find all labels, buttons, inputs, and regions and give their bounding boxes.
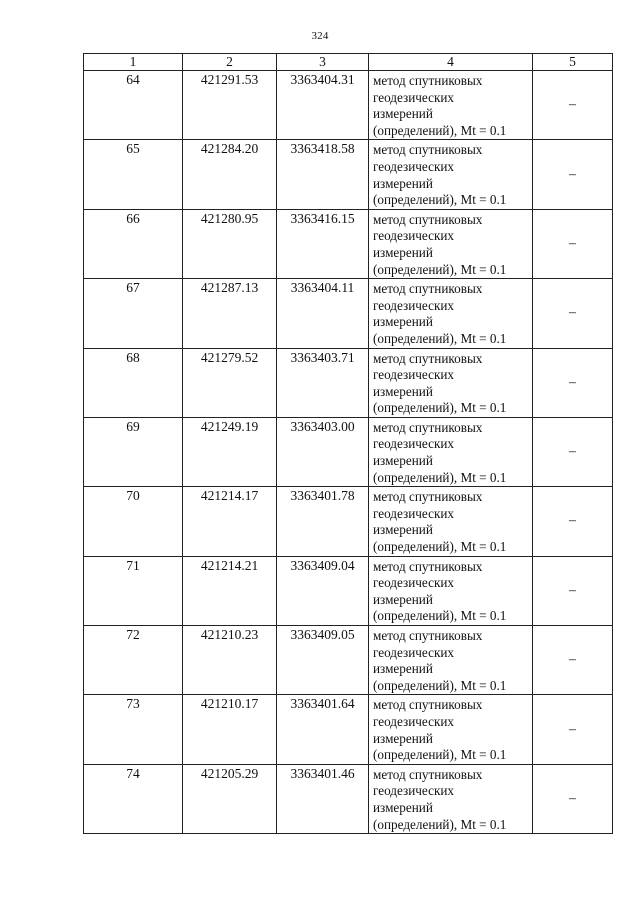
method-text-line: метод спутниковых	[373, 350, 483, 366]
method-text-line: геодезических	[373, 575, 455, 591]
method-text-line: измерений	[373, 591, 433, 607]
point-number-cell: 66	[84, 209, 183, 278]
y-coordinate-cell: 3363401.78	[277, 487, 369, 556]
method-text-line: метод спутниковых	[373, 628, 483, 643]
method-text-line: (определений), Mt = 0.1	[373, 400, 507, 416]
column-header-4: 4	[369, 54, 533, 71]
method-cell	[369, 417, 533, 486]
point-number-cell: 70	[84, 487, 183, 556]
y-coordinate-cell: 3363403.71	[277, 348, 369, 417]
table-row	[84, 764, 613, 833]
method-text-line: метод спутниковых	[373, 489, 483, 505]
table-row	[84, 71, 613, 140]
method-cell	[369, 764, 533, 833]
column-header-1: 1	[84, 54, 183, 71]
x-coordinate-cell: 421214.17	[183, 487, 277, 556]
x-coordinate-cell: 421279.52	[183, 348, 277, 417]
method-cell	[369, 209, 533, 278]
table-header-row	[84, 54, 613, 71]
column-header-5: 5	[533, 54, 613, 71]
coordinates-table	[83, 53, 613, 834]
x-coordinate-cell: 421205.29	[183, 764, 277, 833]
method-text-line: измерений	[373, 799, 433, 815]
x-coordinate-cell: 421280.95	[183, 209, 277, 278]
y-coordinate-cell: 3363416.15	[277, 209, 369, 278]
y-coordinate-cell: 3363401.46	[277, 764, 369, 833]
point-number-cell: 69	[84, 417, 183, 486]
table-row	[84, 626, 613, 695]
point-number-cell: 71	[84, 556, 183, 625]
table-row	[84, 348, 613, 417]
method-text-line: геодезических	[373, 367, 455, 383]
x-coordinate-cell: 421249.19	[183, 417, 277, 486]
method-text-line: геодезических	[373, 644, 455, 660]
method-text-line: измерений	[373, 730, 433, 746]
method-text-line: геодезических	[373, 297, 455, 313]
method-text-line: метод спутниковых	[373, 766, 483, 782]
table-row	[84, 140, 613, 209]
x-coordinate-cell: 421210.17	[183, 695, 277, 764]
method-cell	[369, 626, 533, 695]
x-coordinate-cell: 421287.13	[183, 279, 277, 348]
method-text-line: геодезических	[373, 783, 455, 799]
table-row	[84, 695, 613, 764]
method-text-line: геодезических	[373, 89, 455, 105]
page-number: 324	[311, 30, 329, 42]
description-cell: –	[533, 417, 613, 486]
point-number-cell: 72	[84, 626, 183, 695]
method-text-line: метод спутниковых	[373, 558, 483, 574]
description-cell: –	[533, 348, 613, 417]
description-cell: –	[533, 695, 613, 764]
method-text-line: измерений	[373, 661, 433, 677]
method-text-line: (определений), Mt = 0.1	[373, 330, 507, 346]
point-number-cell: 73	[84, 695, 183, 764]
description-cell: –	[533, 556, 613, 625]
point-number-cell: 68	[84, 348, 183, 417]
method-text-line: метод спутниковых	[373, 697, 483, 713]
method-text-line: измерений	[373, 175, 433, 191]
method-cell	[369, 279, 533, 348]
column-header-2: 2	[183, 54, 277, 71]
method-text-line: измерений	[373, 106, 433, 122]
y-coordinate-cell: 3363409.05	[277, 626, 369, 695]
method-cell	[369, 695, 533, 764]
y-coordinate-cell: 3363404.11	[277, 279, 369, 348]
method-text-line: измерений	[373, 383, 433, 399]
method-text-line: метод спутниковых	[373, 142, 483, 158]
table-row	[84, 417, 613, 486]
table-row	[84, 556, 613, 625]
x-coordinate-cell: 421214.21	[183, 556, 277, 625]
method-text-line: (определений), Mt = 0.1	[373, 122, 507, 138]
y-coordinate-cell: 3363404.31	[277, 71, 369, 140]
method-text-line: (определений), Mt = 0.1	[373, 469, 507, 485]
method-text-line: метод спутниковых	[373, 281, 483, 297]
x-coordinate-cell: 421291.53	[183, 71, 277, 140]
method-text-line: метод спутниковых	[373, 73, 483, 88]
y-coordinate-cell: 3363403.00	[277, 417, 369, 486]
method-cell	[369, 140, 533, 209]
method-text-line: измерений	[373, 453, 433, 469]
column-header-3: 3	[277, 54, 369, 71]
method-text-line: геодезических	[373, 505, 455, 521]
description-cell: –	[533, 487, 613, 556]
description-cell: –	[533, 626, 613, 695]
method-text-line: измерений	[373, 314, 433, 330]
description-cell: –	[533, 140, 613, 209]
method-text-line: (определений), Mt = 0.1	[373, 539, 507, 555]
method-text-line: измерений	[373, 244, 433, 260]
point-number-cell: 74	[84, 764, 183, 833]
description-cell: –	[533, 71, 613, 140]
method-cell	[369, 348, 533, 417]
method-text-line: метод спутниковых	[373, 211, 483, 227]
method-text-line: (определений), Mt = 0.1	[373, 261, 507, 277]
description-cell: –	[533, 209, 613, 278]
method-text-line: (определений), Mt = 0.1	[373, 677, 507, 693]
y-coordinate-cell: 3363401.64	[277, 695, 369, 764]
point-number-cell: 65	[84, 140, 183, 209]
method-text-line: геодезических	[373, 158, 455, 174]
method-text-line: (определений), Mt = 0.1	[373, 747, 507, 763]
y-coordinate-cell: 3363409.04	[277, 556, 369, 625]
description-cell: –	[533, 279, 613, 348]
y-coordinate-cell: 3363418.58	[277, 140, 369, 209]
method-text-line: (определений), Mt = 0.1	[373, 192, 507, 208]
table-row	[84, 487, 613, 556]
method-text-line: (определений), Mt = 0.1	[373, 608, 507, 624]
method-cell	[369, 71, 533, 140]
x-coordinate-cell: 421284.20	[183, 140, 277, 209]
x-coordinate-cell: 421210.23	[183, 626, 277, 695]
method-text-line: (определений), Mt = 0.1	[373, 816, 507, 832]
method-cell	[369, 487, 533, 556]
table-row	[84, 279, 613, 348]
point-number-cell: 64	[84, 71, 183, 140]
method-text-line: геодезических	[373, 713, 455, 729]
method-text-line: геодезических	[373, 436, 455, 452]
table-body	[84, 71, 613, 834]
method-cell	[369, 556, 533, 625]
method-text-line: измерений	[373, 522, 433, 538]
method-text-line: геодезических	[373, 228, 455, 244]
point-number-cell: 67	[84, 279, 183, 348]
table-row	[84, 209, 613, 278]
method-text-line: метод спутниковых	[373, 419, 483, 435]
description-cell: –	[533, 764, 613, 833]
